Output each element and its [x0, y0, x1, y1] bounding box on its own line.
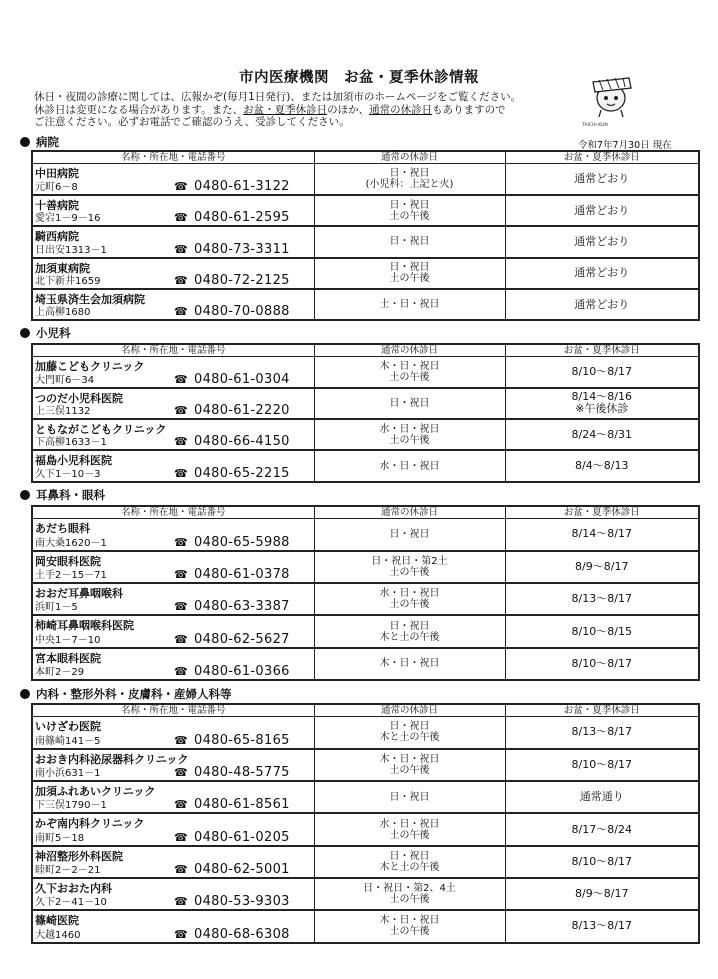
regular-closed-days [314, 583, 505, 615]
phone-number: 0480-70-0888 [194, 304, 290, 320]
facility-address: 愛宕1－9－16 [35, 213, 101, 225]
regular-closed-days [314, 388, 505, 419]
summer-closed-line: 8/14～8/16 [571, 390, 632, 404]
table-row [32, 749, 699, 781]
facility-phone [174, 372, 290, 387]
summer-closed-line: 8/10～8/17 [571, 364, 632, 378]
facility-cell [32, 388, 314, 419]
regular-closed-line: 土の午後 [389, 926, 430, 938]
summer-closed-line: 8/9～8/17 [575, 559, 629, 573]
facility-cell [32, 195, 314, 226]
regular-closed-days [314, 878, 505, 910]
facility-cell [32, 615, 314, 647]
facility-phone [174, 179, 290, 194]
section-heading [20, 487, 105, 503]
summer-closed-days [505, 419, 699, 450]
regular-closed-line: 木・日・祝日 [379, 915, 440, 927]
facility-name: 加須東病院 [35, 261, 90, 275]
regular-closed-days [314, 289, 505, 320]
regular-closed-line: 土の午後 [389, 894, 430, 906]
facility-cell [32, 781, 314, 813]
phone-icon: ☎ [174, 927, 189, 941]
regular-closed-line: 木・日・祝日 [379, 360, 440, 372]
regular-closed-line: 土の午後 [389, 371, 430, 383]
regular-closed-days [314, 419, 505, 450]
phone-icon: ☎ [174, 274, 189, 288]
bullet-icon [20, 689, 30, 699]
facility-name: あだち眼科 [35, 522, 90, 535]
regular-closed-line: 水・日・祝日 [379, 818, 440, 830]
summer-closed-line: 8/10～8/17 [571, 854, 632, 868]
regular-closed-line: 土・日・祝日 [379, 299, 440, 311]
regular-closed-days [314, 910, 505, 942]
summer-closed-days [505, 258, 699, 289]
regular-closed-days [314, 551, 505, 583]
summer-closed-line: 通常通り [579, 790, 624, 804]
regular-closed-line: 木と土の午後 [379, 732, 440, 744]
col-regular-header: 通常の休診日 [314, 704, 505, 717]
intro-text [34, 91, 554, 129]
facility-phone [174, 599, 290, 614]
facility-address: 久下2－41－10 [35, 897, 107, 909]
facility-address: 南篠崎141－5 [35, 735, 101, 747]
intro-line-2: 休診日は変更になる場合があります。また、お盆・夏季休診日のほか、通常の休診日もありますので [34, 103, 506, 116]
table-row [32, 878, 699, 910]
facility-name: 久下おおた内科 [35, 881, 112, 895]
regular-closed-days [314, 846, 505, 878]
table-header-row [32, 344, 699, 357]
section-heading-text: 病院 [36, 135, 59, 149]
regular-closed-days [314, 781, 505, 813]
phone-icon: ☎ [174, 895, 189, 909]
facility-cell [32, 519, 314, 551]
section-table [31, 703, 700, 944]
phone-icon: ☎ [174, 733, 189, 747]
regular-closed-line: 日・祝日 [389, 528, 430, 540]
facility-cell [32, 717, 314, 749]
phone-number: 0480-61-0378 [194, 567, 290, 583]
facility-phone [174, 632, 290, 647]
col-summer-header: お盆・夏季休診日 [505, 506, 699, 519]
regular-closed-days [314, 357, 505, 388]
table-row [32, 910, 699, 942]
facility-name: おおだ耳鼻咽喉科 [35, 587, 123, 601]
phone-number: 0480-48-5775 [194, 765, 290, 781]
facility-address: 大門町6－34 [35, 374, 95, 386]
table-row [32, 648, 699, 680]
section-heading-text: 耳鼻科・眼科 [36, 488, 105, 502]
table-row [32, 419, 699, 450]
as-of-date: 令和7年7月30日 現在 [578, 140, 672, 151]
regular-closed-line: 木・日・祝日 [379, 753, 440, 765]
regular-closed-line: 日・祝日 [389, 850, 430, 862]
table-row [32, 519, 699, 551]
col-summer-header: お盆・夏季休診日 [505, 344, 699, 357]
facility-address: 本町2－29 [35, 666, 85, 678]
phone-number: 0480-66-4150 [194, 434, 290, 450]
phone-icon: ☎ [174, 798, 189, 812]
phone-number: 0480-53-9303 [194, 894, 290, 910]
summer-closed-line: 8/24～8/31 [571, 427, 632, 441]
summer-closed-days [505, 195, 699, 226]
facility-name: 加須ふれあいクリニック [35, 785, 156, 799]
regular-closed-line: 日・祝日・第2土 [371, 555, 448, 567]
section-heading [20, 325, 71, 341]
facility-phone [174, 862, 290, 877]
regular-closed-line: 日・祝日・第2、4土 [363, 883, 456, 895]
regular-closed-days [314, 648, 505, 680]
regular-closed-line: 木・日・祝日 [379, 658, 440, 670]
section-table [31, 343, 700, 483]
phone-icon: ☎ [174, 211, 189, 225]
table-row [32, 226, 699, 257]
regular-closed-days [314, 749, 505, 781]
facility-phone [174, 304, 290, 319]
phone-icon: ☎ [174, 600, 189, 614]
page-title: 市内医療機関 お盆・夏季休診情報 [239, 70, 479, 86]
facility-address: 南大桑1620－1 [35, 537, 107, 549]
facility-phone [174, 664, 290, 679]
summer-closed-days [505, 615, 699, 647]
col-name-header: 名称・所在地・電話番号 [32, 151, 314, 164]
regular-closed-days [314, 519, 505, 551]
regular-closed-days [314, 164, 505, 195]
summer-closed-days [505, 519, 699, 551]
mascot-icon [585, 74, 637, 118]
facility-phone [174, 765, 290, 780]
regular-closed-days [314, 717, 505, 749]
summer-closed-line: 8/13～8/17 [571, 919, 632, 933]
phone-number: 0480-63-3387 [194, 599, 290, 615]
phone-icon: ☎ [174, 372, 189, 386]
table-row [32, 258, 699, 289]
summer-closed-days [505, 551, 699, 583]
facility-address: 久下1－10－3 [35, 468, 101, 480]
regular-closed-line: 水・日・祝日 [379, 588, 440, 600]
section-heading-text: 内科・整形外科・皮膚科・産婦人科等 [36, 687, 232, 701]
facility-cell [32, 289, 314, 320]
facility-cell [32, 164, 314, 195]
facility-cell [32, 450, 314, 481]
table-row [32, 388, 699, 419]
facility-phone [174, 403, 290, 418]
facility-cell [32, 878, 314, 910]
summer-closed-line: 8/4～8/13 [575, 459, 629, 473]
regular-closed-line: 土の午後 [389, 764, 430, 776]
col-name-header: 名称・所在地・電話番号 [32, 704, 314, 717]
table-row [32, 551, 699, 583]
col-summer-header: お盆・夏季休診日 [505, 704, 699, 717]
intro-line-3: ご注意ください。必ずお電話でご確認のうえ、受診してください。 [34, 116, 350, 128]
summer-closed-line: 8/13～8/17 [571, 725, 632, 739]
phone-number: 0480-61-2595 [194, 210, 290, 226]
facility-phone [174, 733, 290, 748]
summer-closed-days [505, 164, 699, 195]
summer-closed-days [505, 910, 699, 942]
phone-number: 0480-62-5001 [194, 861, 290, 877]
facility-phone [174, 434, 290, 449]
facility-name: 加藤こどもクリニック [35, 360, 145, 373]
phone-number: 0480-68-6308 [194, 926, 290, 942]
facility-address: 大越1460 [35, 929, 81, 941]
phone-icon: ☎ [174, 830, 189, 844]
col-regular-header: 通常の休診日 [314, 151, 505, 164]
table-row [32, 289, 699, 320]
phone-number: 0480-61-2220 [194, 403, 290, 419]
facility-cell [32, 226, 314, 257]
regular-closed-line: 日・祝日 [389, 236, 430, 248]
regular-closed-line: 土の午後 [389, 599, 430, 611]
phone-icon: ☎ [174, 568, 189, 582]
summer-closed-line: 通常どおり [574, 203, 630, 217]
facility-name: ともながこどもクリニック [35, 423, 167, 437]
bullet-icon [20, 137, 30, 147]
regular-closed-days [314, 226, 505, 257]
regular-closed-line: 日・祝日 [389, 721, 430, 733]
facility-name: 騎西病院 [35, 230, 79, 244]
regular-closed-days [314, 450, 505, 481]
regular-closed-line: 日・祝日 [389, 397, 430, 409]
facility-phone [174, 927, 290, 942]
facility-phone [174, 830, 290, 845]
regular-closed-line: 水・日・祝日 [379, 460, 440, 472]
facility-address: 上高柳1680 [35, 307, 91, 319]
phone-number: 0480-61-0205 [194, 829, 290, 845]
facility-address: 北下新井1659 [35, 276, 101, 288]
facility-name: おおき内科泌尿器科クリニック [35, 752, 189, 766]
section-heading-text: 小児科 [36, 326, 71, 340]
phone-icon: ☎ [174, 535, 189, 549]
table-row [32, 583, 699, 615]
facility-cell [32, 419, 314, 450]
phone-icon: ☎ [174, 242, 189, 256]
facility-cell [32, 910, 314, 942]
summer-closed-days [505, 226, 699, 257]
section-table [31, 505, 700, 681]
intro-line-1: 休日・夜間の診療に関しては、広報かぞ(毎月1日発行)、または加須市のホームページをご覧ください。 [34, 91, 522, 103]
facility-name: 神沼整形外科医院 [35, 849, 123, 863]
facility-phone [174, 894, 290, 909]
facility-name: 中田病院 [35, 167, 79, 180]
facility-address: 睦町2－2－21 [35, 864, 101, 876]
col-name-header: 名称・所在地・電話番号 [32, 344, 314, 357]
summer-closed-days [505, 749, 699, 781]
summer-closed-line: 8/10～8/17 [571, 757, 632, 771]
summer-closed-days [505, 583, 699, 615]
table-row [32, 717, 699, 749]
phone-icon: ☎ [174, 305, 189, 319]
facility-address: 下三俣1790－1 [35, 800, 107, 812]
table-row [32, 164, 699, 195]
summer-closed-days [505, 813, 699, 845]
facility-name: 十善病院 [35, 198, 79, 212]
facility-name: いけざわ医院 [35, 720, 101, 733]
facility-address: 上三俣1132 [35, 406, 91, 418]
regular-closed-days [314, 195, 505, 226]
phone-number: 0480-65-2215 [194, 465, 290, 481]
table-row [32, 813, 699, 845]
regular-closed-line: 日・祝日 [389, 262, 430, 274]
facility-phone [174, 210, 290, 225]
phone-icon: ☎ [174, 435, 189, 449]
facility-name: つのだ小児科医院 [35, 391, 123, 405]
col-regular-header: 通常の休診日 [314, 344, 505, 357]
facility-name: 柿崎耳鼻咽喉科医院 [35, 619, 134, 633]
facility-address: 南町5－18 [35, 832, 85, 844]
table-row [32, 195, 699, 226]
summer-closed-line: 通常どおり [574, 234, 630, 248]
bullet-icon [20, 328, 30, 338]
summer-closed-line: 8/13～8/17 [571, 592, 632, 606]
facility-phone [174, 535, 290, 550]
phone-number: 0480-61-8561 [194, 797, 290, 813]
summer-closed-days [505, 357, 699, 388]
phone-number: 0480-72-2125 [194, 273, 290, 289]
regular-closed-days [314, 615, 505, 647]
regular-closed-line: 水・日・祝日 [379, 423, 440, 435]
summer-closed-days [505, 388, 699, 419]
regular-closed-line: 土の午後 [389, 210, 430, 222]
summer-closed-line: 通常どおり [574, 266, 630, 280]
summer-closed-days [505, 781, 699, 813]
summer-closed-line: 8/9～8/17 [575, 887, 629, 901]
facility-address: 下高柳1633－1 [35, 437, 107, 449]
facility-address: 元町6－8 [35, 181, 78, 193]
facility-phone [174, 466, 290, 481]
table-header-row [32, 506, 699, 519]
summer-closed-days [505, 648, 699, 680]
facility-name: 篠崎医院 [35, 914, 79, 928]
col-regular-header: 通常の休診日 [314, 506, 505, 519]
phone-icon: ☎ [174, 664, 189, 678]
facility-address: 日出安1313－1 [35, 244, 107, 256]
facility-cell [32, 551, 314, 583]
table-row [32, 781, 699, 813]
table-row [32, 450, 699, 481]
facility-name: 岡安眼科医院 [35, 554, 101, 568]
table-row [32, 615, 699, 647]
table-header-row [32, 704, 699, 717]
regular-closed-line: 木と土の午後 [379, 861, 440, 873]
phone-icon: ☎ [174, 179, 189, 193]
regular-closed-line: (小児科：上記と火) [365, 178, 454, 190]
section-heading [20, 134, 59, 150]
summer-closed-days [505, 878, 699, 910]
phone-number: 0480-61-0304 [194, 371, 290, 387]
mascot-caption: TAICHI-KUN [582, 123, 608, 128]
summer-closed-line: ※午後休診 [575, 402, 629, 416]
phone-icon: ☎ [174, 466, 189, 480]
col-name-header: 名称・所在地・電話番号 [32, 506, 314, 519]
phone-icon: ☎ [174, 766, 189, 780]
regular-closed-line: 木と土の午後 [379, 631, 440, 643]
regular-closed-line: 日・祝日 [389, 791, 430, 803]
summer-closed-line: 8/14～8/17 [571, 527, 632, 541]
summer-closed-days [505, 846, 699, 878]
summer-closed-line: 通常どおり [574, 171, 630, 185]
phone-number: 0480-65-8165 [194, 732, 290, 748]
regular-closed-line: 土の午後 [389, 273, 430, 285]
facility-phone [174, 242, 290, 257]
col-summer-header: お盆・夏季休診日 [505, 151, 699, 164]
facility-phone [174, 273, 290, 288]
regular-closed-line: 日・祝日 [389, 167, 430, 179]
phone-icon: ☎ [174, 404, 189, 418]
facility-address: 土手2－15－71 [35, 570, 107, 582]
facility-name: 福島小児科医院 [35, 454, 112, 468]
regular-closed-line: 土の午後 [389, 434, 430, 446]
phone-icon: ☎ [174, 632, 189, 646]
facility-phone [174, 567, 290, 582]
facility-cell [32, 648, 314, 680]
summer-closed-days [505, 289, 699, 320]
summer-closed-line: 8/10～8/15 [571, 624, 632, 638]
facility-cell [32, 813, 314, 845]
regular-closed-line: 日・祝日 [389, 199, 430, 211]
facility-name: かぞ南内科クリニック [35, 817, 145, 831]
phone-number: 0480-65-5988 [194, 534, 290, 550]
facility-cell [32, 749, 314, 781]
table-row [32, 357, 699, 388]
phone-number: 0480-73-3311 [194, 241, 290, 257]
section-heading [20, 686, 232, 702]
regular-closed-days [314, 813, 505, 845]
summer-closed-line: 8/17～8/24 [571, 822, 632, 836]
facility-name: 埼玉県済生会加須病院 [35, 293, 145, 307]
phone-icon: ☎ [174, 862, 189, 876]
section-table [31, 150, 700, 321]
summer-closed-line: 8/10～8/17 [571, 656, 632, 670]
summer-closed-line: 通常どおり [574, 297, 630, 311]
phone-number: 0480-61-3122 [194, 178, 290, 194]
summer-closed-days [505, 450, 699, 481]
facility-address: 南小浜631－1 [35, 768, 101, 780]
summer-closed-days [505, 717, 699, 749]
regular-closed-line: 日・祝日 [389, 620, 430, 632]
table-header-row [32, 151, 699, 164]
facility-address: 中央1－7－10 [35, 634, 101, 646]
bullet-icon [20, 490, 30, 500]
facility-cell [32, 357, 314, 388]
facility-phone [174, 797, 290, 812]
facility-address: 浜町1－5 [35, 602, 78, 614]
facility-cell [32, 583, 314, 615]
facility-name: 宮本眼科医院 [35, 651, 101, 665]
table-row [32, 846, 699, 878]
regular-closed-line: 土の午後 [389, 829, 430, 841]
facility-cell [32, 846, 314, 878]
phone-number: 0480-62-5627 [194, 631, 290, 647]
facility-cell [32, 258, 314, 289]
phone-number: 0480-61-0366 [194, 663, 290, 679]
regular-closed-days [314, 258, 505, 289]
regular-closed-line: 土の午後 [389, 566, 430, 578]
